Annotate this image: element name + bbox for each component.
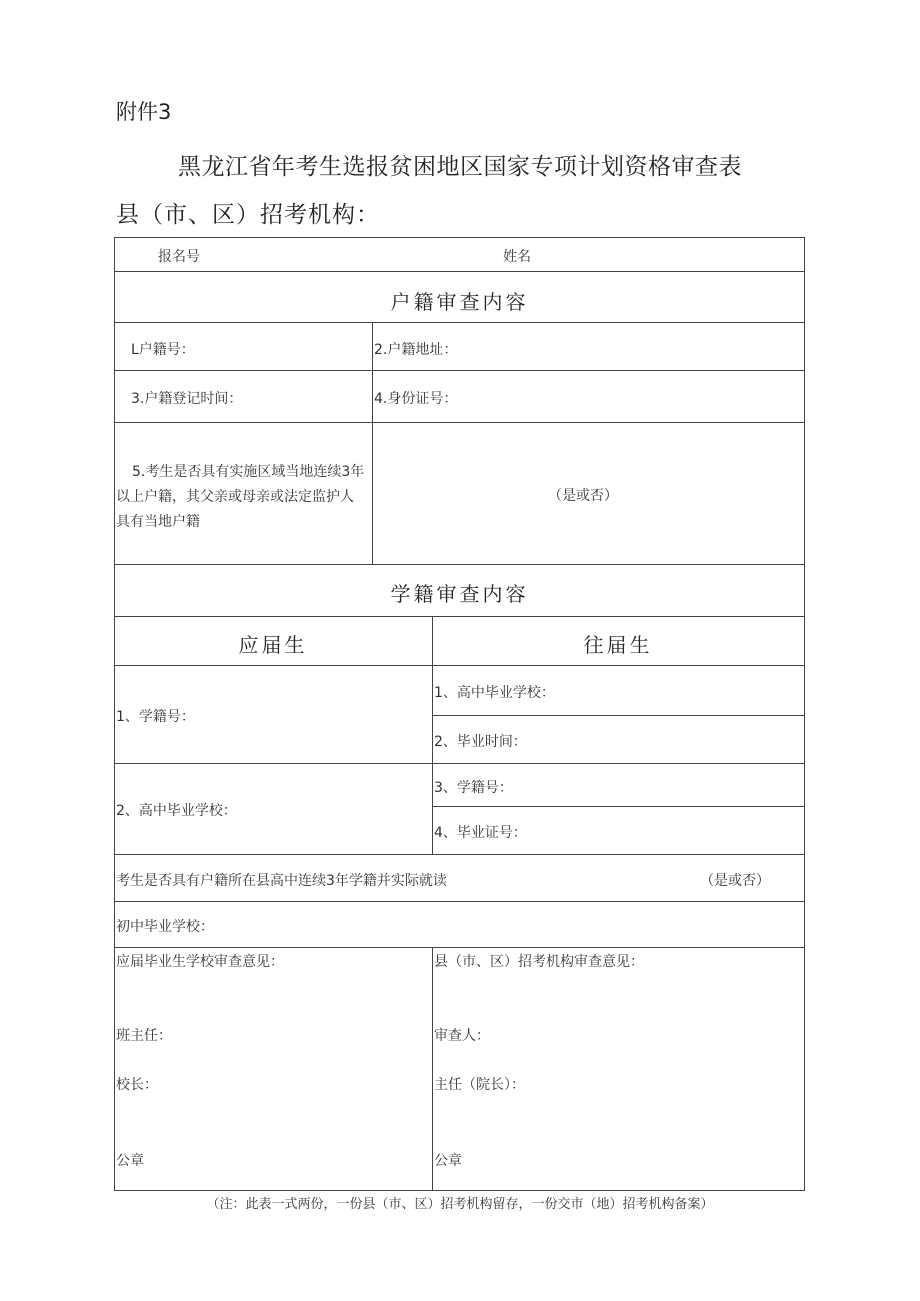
row-divider (114, 616, 805, 617)
table-border-top (114, 237, 805, 238)
hukou-address-label: 2.户籍地址： (374, 342, 458, 358)
row-divider (114, 422, 805, 423)
name-label: 姓名 (503, 249, 531, 265)
sub-row-divider (432, 806, 805, 807)
past-high-school-label: 1、高中毕业学校： (434, 685, 555, 701)
junior-school-label: 初中毕业学校： (116, 919, 214, 935)
row-divider (114, 947, 805, 948)
agency-seal-label: 公章 (434, 1153, 462, 1169)
hukou-yes-no: （是或否） (548, 488, 618, 504)
school-opinion-label: 应届毕业生学校审查意见： (116, 954, 284, 970)
row-divider (114, 763, 805, 764)
row-divider (114, 322, 805, 323)
row-divider (114, 271, 805, 272)
current-student-id-label: 1、学籍号： (116, 709, 195, 725)
current-high-school-label: 2、高中毕业学校： (116, 803, 237, 819)
footer-note: （注：此表一式两份，一份县（市、区）招考机构留存，一份交市（地）招考机构备案） (206, 1197, 714, 1212)
past-student-id-label: 3、学籍号： (434, 780, 513, 796)
director-label: 主任（院长）： (434, 1077, 525, 1093)
school-yes-no: （是或否） (700, 873, 770, 889)
row-divider (114, 854, 805, 855)
past-diploma-number-label: 4、毕业证号： (434, 825, 527, 841)
school-seal-label: 公章 (116, 1153, 144, 1169)
school-section-heading: 学籍审查内容 (390, 582, 529, 606)
school-question: 考生是否具有户籍所在县高中连续3年学籍并实际就读 (116, 873, 447, 889)
registration-number-label: 报名号 (158, 249, 200, 265)
attachment-label: 附件3 (116, 100, 172, 124)
current-graduate-heading: 应届生 (238, 633, 308, 657)
hukou-section-heading: 户籍审查内容 (390, 290, 529, 314)
head-teacher-label: 班主任： (116, 1028, 172, 1044)
col-divider (372, 322, 373, 565)
row-divider (114, 901, 805, 902)
table-border-bottom (114, 1190, 805, 1191)
hukou-number-label: L户籍号： (131, 342, 195, 358)
past-graduate-heading: 往届生 (583, 633, 653, 657)
row-divider (114, 370, 805, 371)
hukou-time-label: 3.户籍登记时间： (131, 391, 243, 407)
past-graduation-time-label: 2、毕业时间： (434, 734, 527, 750)
sub-row-divider (432, 715, 805, 716)
page-title: 黑龙江省年考生选报贫困地区国家专项计划资格审查表 (178, 154, 742, 180)
hukou-question: 5.考生是否具有实施区域当地连续3年以上户籍，其父亲或母亲或法定监护人具有当地户籍 (116, 464, 365, 530)
id-number-label: 4.身份证号： (374, 391, 458, 407)
row-divider (114, 665, 805, 666)
principal-label: 校长： (116, 1077, 158, 1093)
col-divider (432, 947, 433, 1191)
table-border-left (114, 237, 115, 1191)
agency-label: 县（市、区）招考机构： (116, 202, 380, 228)
agency-opinion-label: 县（市、区）招考机构审查意见： (434, 954, 644, 970)
row-divider (114, 564, 805, 565)
table-border-right (804, 237, 805, 1191)
reviewer-label: 审查人： (434, 1028, 490, 1044)
